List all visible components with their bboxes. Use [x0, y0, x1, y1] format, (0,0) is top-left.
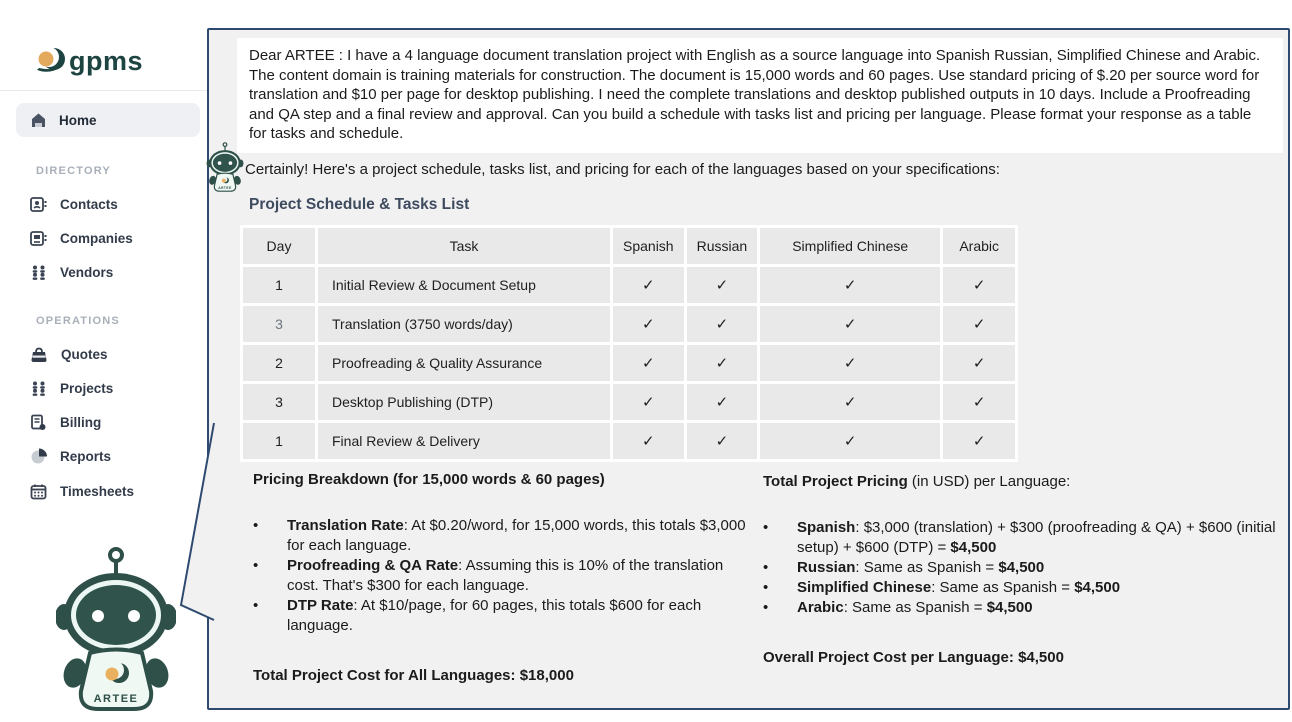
people-grid-icon: [30, 264, 47, 281]
pie-chart-icon: [30, 448, 47, 465]
bullet-label: Spanish: [797, 519, 856, 536]
day-cell: 2: [243, 345, 315, 381]
sidebar-item-label: Quotes: [61, 346, 108, 362]
check-mark: ✓: [613, 384, 684, 420]
check-mark: ✓: [943, 267, 1015, 303]
check-mark: ✓: [613, 345, 684, 381]
sidebar-item-label: Timesheets: [60, 483, 135, 499]
sidebar-item-label: Billing: [60, 414, 102, 430]
pricing-breakdown-heading: Pricing Breakdown (for 15,000 words & 60 pages): [253, 471, 605, 488]
artee-mascot: [56, 543, 176, 715]
sidebar-item-contacts[interactable]: [30, 191, 200, 217]
people-grid-icon: [30, 380, 47, 397]
sidebar-item-label: Vendors: [60, 264, 114, 280]
list-item: [253, 516, 758, 556]
bullet-glyph: •: [253, 557, 259, 574]
task-cell: Desktop Publishing (DTP): [318, 384, 610, 420]
bullet-glyph: •: [253, 597, 259, 614]
check-mark: ✓: [613, 423, 684, 459]
column-header-russian: Russian: [687, 228, 758, 264]
table-row: [243, 306, 1015, 342]
sidebar-item-quotes[interactable]: [30, 341, 200, 367]
calendar-icon: [30, 483, 47, 500]
bullet-text: : Assuming this is 10% of the translation cost. That's $300 for each language.: [287, 557, 724, 594]
sidebar-item-home[interactable]: [16, 103, 200, 137]
bullet-label: Arabic: [797, 599, 844, 616]
bullet-label: Proofreading & QA Rate: [287, 557, 459, 574]
check-mark: ✓: [943, 345, 1015, 381]
bullet-text: : At $0.20/word, for 15,000 words, this totals $3,000 for each language.: [287, 517, 746, 554]
table-row: [243, 345, 1015, 381]
list-item: [763, 518, 1278, 558]
heading-bold: Total Project Pricing: [763, 473, 908, 490]
column-header-chinese: Simplified Chinese: [760, 228, 940, 264]
column-header-task: Task: [318, 228, 610, 264]
list-item: [763, 578, 1278, 598]
sidebar-item-companies[interactable]: [30, 225, 200, 251]
logo-text: gpms: [69, 45, 144, 76]
heading-rest: (in USD) per Language:: [907, 473, 1071, 490]
bullet-text: : Same as Spanish =: [843, 599, 987, 616]
bullet-text: : $3,000 (translation) + $300 (proofreading & QA) + $600 (initial setup) + $600 (DTP) =: [797, 519, 1276, 556]
bullet-text: : Same as Spanish =: [855, 559, 999, 576]
bullet-glyph: •: [763, 599, 769, 616]
bullet-value: $4,500: [950, 539, 997, 556]
user-message: Dear ARTEE : I have a 4 language document translation project with English as a source language into Spanish Russian, Simplified Chinese and Arabic. The content domain is training materials for construction. The document is 15,000 words and 60 pages. Use standard pricing of $.20 per source word for translation and $10 per page for desktop publishing. I need the complete translations and desktop published outputs in 10 days. Include a Proofreading and QA step and a final review and approval. Can you build a schedule with tasks list and pricing per language. Please format your response as a table for tasks and schedule.: [237, 38, 1283, 153]
check-mark: ✓: [760, 384, 940, 420]
total-pricing-heading: [763, 472, 1278, 492]
sidebar-item-label: Contacts: [60, 196, 118, 212]
check-mark: ✓: [760, 345, 940, 381]
check-mark: ✓: [687, 306, 758, 342]
check-mark: ✓: [760, 423, 940, 459]
sidebar-divider: [0, 90, 207, 91]
table-row: [243, 384, 1015, 420]
bag-icon: [30, 346, 48, 363]
list-item: [253, 596, 758, 636]
check-mark: ✓: [943, 423, 1015, 459]
check-mark: ✓: [613, 306, 684, 342]
sidebar-item-label: Home: [59, 112, 97, 128]
bullet-text: : At $10/page, for 60 pages, this totals $600 for each language.: [287, 597, 702, 634]
bullet-glyph: •: [253, 517, 259, 534]
sidebar-item-vendors[interactable]: [30, 259, 200, 285]
sidebar-item-projects[interactable]: [30, 375, 200, 401]
bullet-label: Translation Rate: [287, 517, 404, 534]
sidebar-item-timesheets[interactable]: [30, 478, 200, 504]
invoice-icon: [30, 414, 47, 431]
contact-card-icon: [30, 196, 47, 213]
sidebar-item-reports[interactable]: [30, 443, 200, 469]
bullet-label: Simplified Chinese: [797, 579, 932, 596]
company-card-icon: [30, 230, 47, 247]
list-item: [253, 556, 758, 596]
pricing-breakdown-section: [253, 470, 758, 686]
bullet-glyph: •: [763, 579, 769, 596]
sidebar-item-label: Reports: [60, 448, 112, 464]
task-cell: Initial Review & Document Setup: [318, 267, 610, 303]
check-mark: ✓: [687, 384, 758, 420]
column-header-spanish: Spanish: [613, 228, 684, 264]
sidebar-section-directory: DIRECTORY: [36, 165, 111, 177]
total-pricing-section: [763, 472, 1278, 668]
day-cell: 1: [243, 267, 315, 303]
gpms-logo: [33, 44, 143, 78]
bullet-value: $4,500: [1074, 579, 1121, 596]
check-mark: ✓: [687, 345, 758, 381]
list-item: [763, 598, 1278, 618]
assistant-message-row: [205, 141, 1000, 193]
assistant-intro-text: Certainly! Here's a project schedule, tasks list, and pricing for each of the languages based on your specifications:: [245, 161, 1000, 178]
artee-robot-icon: [205, 141, 245, 193]
task-cell: Translation (3750 words/day): [318, 306, 610, 342]
bullet-glyph: •: [763, 559, 769, 576]
bullet-text: : Same as Spanish =: [931, 579, 1075, 596]
list-item: [763, 558, 1278, 578]
home-icon: [30, 112, 47, 129]
bullet-value: $4,500: [986, 599, 1033, 616]
check-mark: ✓: [760, 306, 940, 342]
sidebar-item-label: Companies: [60, 230, 133, 246]
total-project-cost-line: Total Project Cost for All Languages: $18,000: [253, 667, 574, 684]
check-mark: ✓: [760, 267, 940, 303]
bullet-label: DTP Rate: [287, 597, 354, 614]
gpms-logo-icon: [33, 44, 67, 78]
check-mark: ✓: [943, 384, 1015, 420]
check-mark: ✓: [613, 267, 684, 303]
schedule-title: Project Schedule & Tasks List: [249, 196, 470, 213]
task-cell: Final Review & Delivery: [318, 423, 610, 459]
sidebar-item-billing[interactable]: [30, 409, 200, 435]
bullet-glyph: •: [763, 519, 769, 536]
sidebar-section-operations: OPERATIONS: [36, 315, 120, 327]
day-cell: 3: [243, 384, 315, 420]
schedule-table: [240, 225, 1018, 462]
check-mark: ✓: [943, 306, 1015, 342]
column-header-day: Day: [243, 228, 315, 264]
column-header-arabic: Arabic: [943, 228, 1015, 264]
task-cell: Proofreading & Quality Assurance: [318, 345, 610, 381]
sidebar-item-label: Projects: [60, 380, 114, 396]
day-cell: 3: [243, 306, 315, 342]
day-cell: 1: [243, 423, 315, 459]
bullet-label: Russian: [797, 559, 856, 576]
table-row: [243, 423, 1015, 459]
table-header-row: [243, 228, 1015, 264]
check-mark: ✓: [687, 267, 758, 303]
table-row: [243, 267, 1015, 303]
bullet-value: $4,500: [998, 559, 1045, 576]
check-mark: ✓: [687, 423, 758, 459]
overall-cost-line: Overall Project Cost per Language: $4,500: [763, 649, 1064, 666]
